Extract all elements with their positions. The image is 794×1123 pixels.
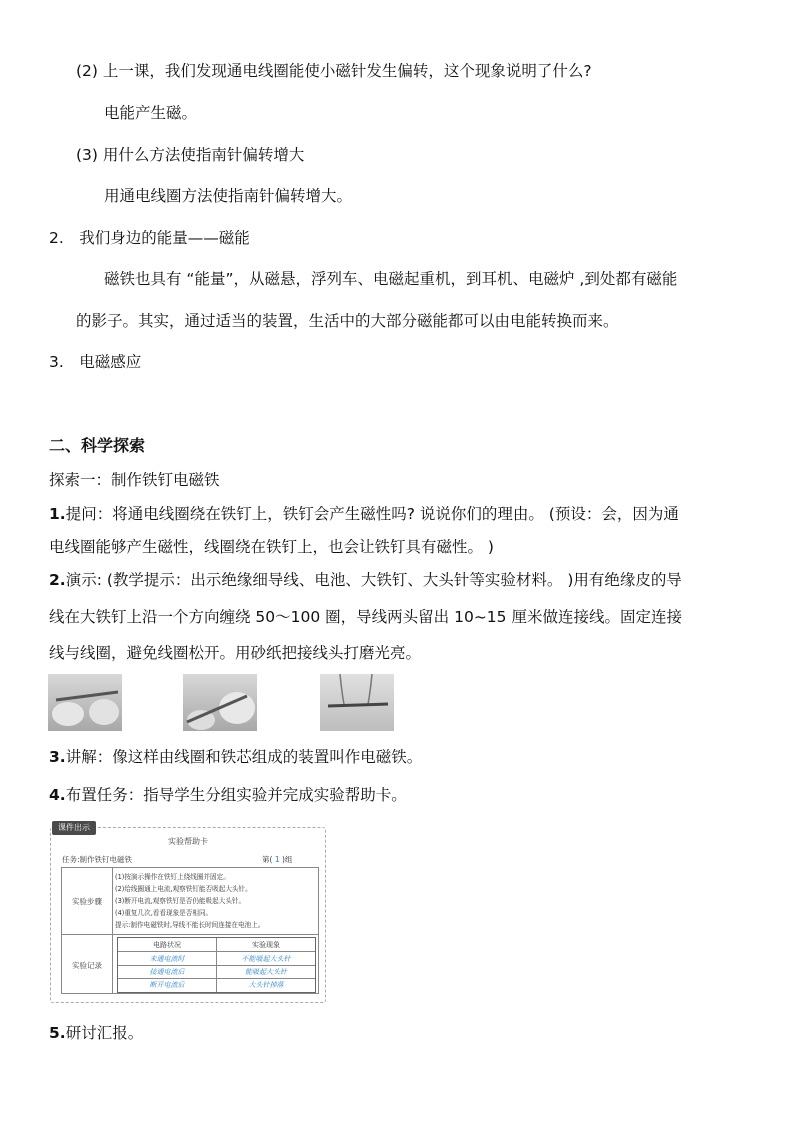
card-group-suffix: )组 bbox=[282, 855, 293, 864]
record-divider-1 bbox=[118, 951, 315, 952]
record-divider-3 bbox=[118, 978, 315, 979]
item-5-number: 5. bbox=[49, 1024, 66, 1042]
record-table bbox=[117, 937, 316, 993]
step-2: (2)给线圈通上电流,观察铁钉能否吸起大头针。 bbox=[115, 885, 252, 893]
item-5-text: 研讨汇报。 bbox=[65, 1024, 144, 1042]
record-row-2-circuit: 接通电流后 bbox=[149, 968, 185, 976]
item-2-number: 2. bbox=[49, 571, 66, 589]
card-group bbox=[262, 854, 292, 865]
card-group-number: 1 bbox=[274, 855, 280, 864]
experiment-help-card bbox=[50, 817, 326, 1003]
card-group-prefix: 第( bbox=[262, 855, 273, 864]
paragraph-line-2: 的影子。其实，通过适当的装置，生活中的大部分磁能都可以由电能转换而来。 bbox=[76, 312, 619, 330]
item-2-line-2: 线在大铁钉上沿一个方向缠绕 50～100 圈，导线两头留出 10~15 厘米做连接线。固定连接 bbox=[49, 608, 682, 626]
question-2: (2) 上一课，我们发现通电线圈能使小磁针发生偏转，这个现象说明了什么? bbox=[76, 62, 592, 80]
step-4: (4)重复几次,看看现象是否相同。 bbox=[115, 909, 213, 917]
item-4-text: 布置任务：指导学生分组实验并完成实验帮助卡。 bbox=[65, 786, 407, 804]
question-3: (3) 用什么方法使指南针偏转增大 bbox=[76, 146, 305, 164]
item-5-line bbox=[49, 1023, 143, 1043]
item-4-number: 4. bbox=[49, 786, 66, 804]
item-1-line-2: 电线圈能够产生磁性，线圈绕在铁钉上，也会让铁钉具有磁性。 ) bbox=[49, 538, 494, 556]
explore-heading: 探索一：制作铁钉电磁铁 bbox=[49, 471, 220, 489]
table-divider-horizontal bbox=[62, 934, 318, 935]
item-3-heading: 3. 电磁感应 bbox=[49, 353, 142, 371]
item-1-line-1 bbox=[49, 504, 679, 524]
item-2-text: 演示: (教学提示：出示绝缘细导线、电池、大铁钉、大头针等实验材料。 )用有绝缘皮的导 bbox=[65, 571, 682, 589]
record-row-3-circuit: 断开电流后 bbox=[149, 981, 185, 989]
record-row-2-phenomenon: 能吸起大头针 bbox=[245, 968, 287, 976]
photo-finished-electromagnet bbox=[320, 674, 394, 731]
paragraph-line-1: 磁铁也具有 “能量”，从磁悬，浮列车、电磁起重机，到耳机、电磁炉 ,到处都有磁能 bbox=[104, 270, 678, 288]
item-2-line-1 bbox=[49, 570, 682, 590]
card-task: 任务:制作铁钉电磁铁 bbox=[62, 855, 133, 864]
item-3-line bbox=[49, 747, 422, 767]
photo-wrapping-wire-graphic bbox=[48, 674, 122, 731]
steps-label: 实验步骤 bbox=[72, 897, 102, 906]
answer-2: 电能产生磁。 bbox=[104, 104, 198, 122]
item-3-text: 讲解：像这样由线圈和铁芯组成的装置叫作电磁铁。 bbox=[65, 748, 423, 766]
photo-fixing-coil bbox=[183, 674, 257, 731]
item-1-number: 1. bbox=[49, 505, 66, 523]
record-row-3-phenomenon: 大头针掉落 bbox=[248, 981, 284, 989]
item-4-line bbox=[49, 785, 407, 805]
record-header-circuit: 电路状况 bbox=[153, 941, 181, 949]
step-3: (3)断开电流,观察铁钉是否仍能吸起大头针。 bbox=[115, 897, 246, 905]
section-heading: 二、科学探索 bbox=[49, 436, 146, 455]
step-tip: 提示:制作电磁铁时,导线不能长时间连接在电池上。 bbox=[115, 921, 265, 929]
record-header-phenomenon: 实验现象 bbox=[252, 941, 280, 949]
photo-fixing-coil-graphic bbox=[183, 674, 257, 731]
item-1-text: 提问：将通电线圈绕在铁钉上，铁钉会产生磁性吗? 说说你们的理由。 (预设：会，因为通 bbox=[65, 505, 679, 523]
answer-3: 用通电线圈方法使指南针偏转增大。 bbox=[104, 187, 353, 205]
card-title: 实验帮助卡 bbox=[168, 837, 208, 846]
table-divider-vertical bbox=[112, 868, 113, 993]
card-tab-label: 课件出示 bbox=[52, 821, 96, 835]
step-1: (1)按演示操作在铁钉上绕线圈并固定。 bbox=[115, 873, 230, 881]
item-2-heading: 2. 我们身边的能量——磁能 bbox=[49, 229, 250, 247]
photo-wrapping-wire bbox=[48, 674, 122, 731]
photo-finished-electromagnet-graphic bbox=[320, 674, 394, 731]
record-label: 实验记录 bbox=[72, 961, 102, 970]
record-row-1-circuit: 未通电流时 bbox=[149, 955, 185, 963]
record-divider-2 bbox=[118, 965, 315, 966]
item-2-line-3: 线与线圈，避免线圈松开。用砂纸把接线头打磨光亮。 bbox=[49, 644, 422, 662]
item-3-number: 3. bbox=[49, 748, 66, 766]
record-row-1-phenomenon: 不能吸起大头针 bbox=[241, 955, 291, 963]
